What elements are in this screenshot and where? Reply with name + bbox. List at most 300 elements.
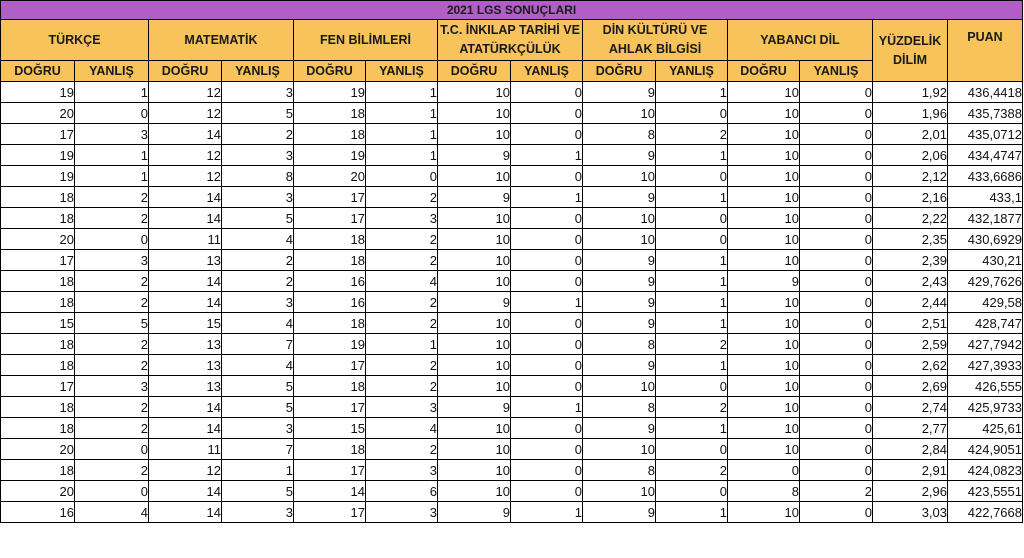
- table-cell: 1: [511, 397, 583, 418]
- table-cell: 10: [583, 376, 656, 397]
- table-row: [1, 460, 1023, 481]
- correct-header: DOĞRU: [583, 61, 656, 82]
- table-cell: 2: [656, 460, 728, 481]
- table-cell: 1: [656, 355, 728, 376]
- table-cell: 0: [511, 376, 583, 397]
- table-cell: 10: [438, 103, 511, 124]
- table-cell: 0: [511, 460, 583, 481]
- table-cell: 11: [149, 439, 222, 460]
- table-cell: 2: [366, 313, 438, 334]
- table-cell: 17: [294, 208, 366, 229]
- table-cell: 2,39: [873, 250, 948, 271]
- table-cell: 425,9733: [948, 397, 1023, 418]
- table-cell: 3: [222, 82, 294, 103]
- table-row: [1, 103, 1023, 124]
- table-cell: 434,4747: [948, 145, 1023, 166]
- table-cell: 10: [583, 439, 656, 460]
- table-cell: 10: [438, 481, 511, 502]
- table-cell: 2: [75, 292, 149, 313]
- table-cell: 0: [800, 460, 873, 481]
- table-cell: 10: [728, 166, 800, 187]
- wrong-header: YANLIŞ: [656, 61, 728, 82]
- table-cell: 10: [728, 187, 800, 208]
- table-cell: 18: [1, 418, 75, 439]
- table-cell: 10: [438, 355, 511, 376]
- table-cell: 427,3933: [948, 355, 1023, 376]
- table-cell: 10: [728, 397, 800, 418]
- correct-header: DOĞRU: [728, 61, 800, 82]
- table-cell: 10: [438, 334, 511, 355]
- table-cell: 2: [75, 187, 149, 208]
- table-cell: 17: [294, 502, 366, 523]
- table-cell: 433,1: [948, 187, 1023, 208]
- table-cell: 423,5551: [948, 481, 1023, 502]
- table-cell: 8: [583, 334, 656, 355]
- table-cell: 17: [1, 376, 75, 397]
- table-cell: 18: [1, 271, 75, 292]
- table-cell: 10: [728, 439, 800, 460]
- table-cell: 14: [149, 481, 222, 502]
- table-cell: 10: [583, 166, 656, 187]
- table-cell: 5: [222, 376, 294, 397]
- table-cell: 18: [1, 397, 75, 418]
- table-cell: 19: [294, 334, 366, 355]
- table-cell: 15: [294, 418, 366, 439]
- subject-header-math: MATEMATİK: [149, 20, 294, 61]
- table-cell: 17: [1, 250, 75, 271]
- subject-header-foreign-language: YABANCI DİL: [728, 20, 873, 61]
- table-cell: 3: [366, 502, 438, 523]
- table-cell: 0: [656, 439, 728, 460]
- table-cell: 429,7626: [948, 271, 1023, 292]
- table-cell: 1: [656, 187, 728, 208]
- table-row: [1, 376, 1023, 397]
- table-cell: 2,12: [873, 166, 948, 187]
- table-cell: 1: [511, 145, 583, 166]
- table-cell: 10: [583, 229, 656, 250]
- table-cell: 0: [511, 124, 583, 145]
- table-cell: 18: [1, 292, 75, 313]
- table-cell: 1: [75, 82, 149, 103]
- table-row: [1, 292, 1023, 313]
- table-cell: 9: [583, 355, 656, 376]
- table-cell: 2: [75, 397, 149, 418]
- table-cell: 12: [149, 460, 222, 481]
- table-row: [1, 313, 1023, 334]
- table-cell: 424,0823: [948, 460, 1023, 481]
- table-cell: 18: [294, 439, 366, 460]
- table-cell: 9: [583, 187, 656, 208]
- table-cell: 2,96: [873, 481, 948, 502]
- table-cell: 4: [222, 313, 294, 334]
- table-cell: 2,74: [873, 397, 948, 418]
- table-cell: 9: [583, 502, 656, 523]
- table-row: [1, 502, 1023, 523]
- table-cell: 424,9051: [948, 439, 1023, 460]
- table-cell: 0: [800, 208, 873, 229]
- table-cell: 0: [656, 376, 728, 397]
- table-cell: 16: [1, 502, 75, 523]
- table-cell: 426,555: [948, 376, 1023, 397]
- table-cell: 10: [438, 439, 511, 460]
- table-row: [1, 481, 1023, 502]
- table-cell: 0: [800, 292, 873, 313]
- table-cell: 3: [366, 460, 438, 481]
- table-cell: 3: [222, 187, 294, 208]
- table-cell: 18: [294, 313, 366, 334]
- table-cell: 9: [583, 250, 656, 271]
- table-cell: 18: [1, 334, 75, 355]
- score-header: PUAN: [948, 20, 1023, 82]
- table-cell: 430,6929: [948, 229, 1023, 250]
- table-cell: 4: [222, 229, 294, 250]
- table-cell: 1: [656, 313, 728, 334]
- table-cell: 4: [366, 271, 438, 292]
- table-cell: 4: [222, 355, 294, 376]
- table-cell: 0: [511, 208, 583, 229]
- table-cell: 10: [438, 313, 511, 334]
- table-cell: 0: [800, 103, 873, 124]
- table-cell: 0: [800, 187, 873, 208]
- table-cell: 0: [656, 229, 728, 250]
- table-cell: 15: [149, 313, 222, 334]
- table-cell: 17: [294, 397, 366, 418]
- table-cell: 2,62: [873, 355, 948, 376]
- results-body: [1, 82, 1023, 523]
- table-row: [1, 145, 1023, 166]
- table-cell: 19: [1, 166, 75, 187]
- table-cell: 2: [656, 397, 728, 418]
- table-cell: 18: [1, 187, 75, 208]
- table-cell: 2: [75, 334, 149, 355]
- table-cell: 7: [222, 334, 294, 355]
- table-row: [1, 439, 1023, 460]
- table-cell: 19: [294, 145, 366, 166]
- table-cell: 13: [149, 355, 222, 376]
- table-cell: 18: [1, 460, 75, 481]
- table-cell: 436,4418: [948, 82, 1023, 103]
- table-cell: 10: [728, 418, 800, 439]
- table-cell: 1: [656, 271, 728, 292]
- table-cell: 12: [149, 166, 222, 187]
- table-cell: 1: [366, 145, 438, 166]
- table-cell: 10: [728, 124, 800, 145]
- subject-header-history: T.C. İNKILAP TARİHİ VE ATATÜRKÇÜLÜK: [438, 20, 583, 61]
- table-cell: 3: [75, 250, 149, 271]
- table-cell: 20: [1, 103, 75, 124]
- wrong-header: YANLIŞ: [222, 61, 294, 82]
- table-cell: 5: [75, 313, 149, 334]
- table-cell: 14: [149, 208, 222, 229]
- table-cell: 4: [366, 418, 438, 439]
- table-cell: 1: [366, 124, 438, 145]
- table-cell: 10: [728, 103, 800, 124]
- table-cell: 19: [1, 82, 75, 103]
- table-row: [1, 229, 1023, 250]
- table-cell: 2,59: [873, 334, 948, 355]
- wrong-header: YANLIŞ: [800, 61, 873, 82]
- table-cell: 10: [728, 502, 800, 523]
- table-cell: 10: [728, 250, 800, 271]
- table-cell: 9: [438, 502, 511, 523]
- table-cell: 15: [1, 313, 75, 334]
- table-cell: 20: [1, 439, 75, 460]
- table-cell: 0: [75, 481, 149, 502]
- table-cell: 0: [800, 229, 873, 250]
- table-cell: 0: [656, 103, 728, 124]
- table-cell: 427,7942: [948, 334, 1023, 355]
- table-cell: 14: [149, 271, 222, 292]
- table-row: [1, 82, 1023, 103]
- table-cell: 3: [75, 124, 149, 145]
- table-cell: 0: [511, 481, 583, 502]
- table-cell: 0: [800, 313, 873, 334]
- table-cell: 10: [728, 229, 800, 250]
- table-cell: 0: [800, 418, 873, 439]
- table-cell: 10: [728, 355, 800, 376]
- table-cell: 2: [366, 292, 438, 313]
- table-cell: 14: [149, 292, 222, 313]
- table-cell: 9: [583, 292, 656, 313]
- table-cell: 1: [511, 502, 583, 523]
- table-cell: 12: [149, 145, 222, 166]
- table-cell: 1: [656, 250, 728, 271]
- correct-header: DOĞRU: [149, 61, 222, 82]
- table-cell: 1: [366, 334, 438, 355]
- table-cell: 435,7388: [948, 103, 1023, 124]
- table-cell: 7: [222, 439, 294, 460]
- table-cell: 5: [222, 481, 294, 502]
- table-cell: 10: [438, 229, 511, 250]
- table-cell: 19: [294, 82, 366, 103]
- table-cell: 10: [438, 166, 511, 187]
- table-cell: 1: [656, 502, 728, 523]
- table-row: [1, 208, 1023, 229]
- table-cell: 12: [149, 82, 222, 103]
- table-cell: 2,69: [873, 376, 948, 397]
- subject-header-turkish: TÜRKÇE: [1, 20, 149, 61]
- table-cell: 18: [294, 250, 366, 271]
- table-cell: 2: [75, 355, 149, 376]
- table-cell: 10: [728, 376, 800, 397]
- table-cell: 0: [800, 502, 873, 523]
- table-cell: 0: [511, 271, 583, 292]
- table-row: [1, 124, 1023, 145]
- table-cell: 8: [222, 166, 294, 187]
- table-cell: 0: [511, 103, 583, 124]
- table-cell: 6: [366, 481, 438, 502]
- table-cell: 19: [1, 145, 75, 166]
- table-row: [1, 250, 1023, 271]
- table-cell: 1: [75, 166, 149, 187]
- table-cell: 2,01: [873, 124, 948, 145]
- table-cell: 18: [1, 208, 75, 229]
- table-cell: 14: [149, 124, 222, 145]
- table-cell: 8: [728, 481, 800, 502]
- table-cell: 1: [511, 292, 583, 313]
- table-cell: 1,92: [873, 82, 948, 103]
- table-cell: 9: [438, 397, 511, 418]
- subject-header-science: FEN BİLİMLERİ: [294, 20, 438, 61]
- table-cell: 0: [800, 82, 873, 103]
- table-cell: 2,06: [873, 145, 948, 166]
- table-cell: 2: [366, 187, 438, 208]
- table-cell: 435,0712: [948, 124, 1023, 145]
- table-cell: 0: [511, 166, 583, 187]
- table-cell: 5: [222, 103, 294, 124]
- table-cell: 2: [800, 481, 873, 502]
- table-row: [1, 418, 1023, 439]
- table-cell: 3,03: [873, 502, 948, 523]
- table-cell: 18: [294, 103, 366, 124]
- table-cell: 11: [149, 229, 222, 250]
- table-cell: 2,51: [873, 313, 948, 334]
- table-cell: 10: [438, 208, 511, 229]
- table-cell: 0: [728, 460, 800, 481]
- table-cell: 10: [438, 82, 511, 103]
- table-cell: 10: [728, 145, 800, 166]
- table-cell: 9: [438, 292, 511, 313]
- table-cell: 4: [75, 502, 149, 523]
- table-cell: 3: [366, 397, 438, 418]
- table-cell: 422,7668: [948, 502, 1023, 523]
- table-cell: 17: [294, 355, 366, 376]
- table-cell: 20: [294, 166, 366, 187]
- table-cell: 3: [222, 418, 294, 439]
- table-cell: 9: [583, 313, 656, 334]
- table-cell: 3: [75, 376, 149, 397]
- table-cell: 1: [366, 103, 438, 124]
- table-cell: 2,16: [873, 187, 948, 208]
- table-cell: 13: [149, 250, 222, 271]
- table-cell: 9: [583, 82, 656, 103]
- table-cell: 1: [656, 292, 728, 313]
- table-cell: 9: [438, 187, 511, 208]
- table-cell: 10: [728, 292, 800, 313]
- table-cell: 0: [656, 481, 728, 502]
- table-cell: 0: [800, 145, 873, 166]
- table-cell: 1: [511, 187, 583, 208]
- table-cell: 2,84: [873, 439, 948, 460]
- table-cell: 0: [800, 355, 873, 376]
- table-cell: 2,44: [873, 292, 948, 313]
- table-cell: 10: [583, 208, 656, 229]
- table-cell: 10: [728, 208, 800, 229]
- table-cell: 10: [438, 460, 511, 481]
- table-cell: 2: [75, 271, 149, 292]
- table-cell: 14: [149, 502, 222, 523]
- table-row: [1, 166, 1023, 187]
- table-cell: 425,61: [948, 418, 1023, 439]
- table-cell: 17: [294, 460, 366, 481]
- table-row: [1, 397, 1023, 418]
- table-cell: 14: [149, 418, 222, 439]
- table-cell: 5: [222, 208, 294, 229]
- table-cell: 18: [294, 229, 366, 250]
- table-cell: 0: [800, 271, 873, 292]
- table-cell: 0: [656, 208, 728, 229]
- table-cell: 9: [728, 271, 800, 292]
- table-cell: 17: [1, 124, 75, 145]
- table-cell: 2: [366, 376, 438, 397]
- table-cell: 3: [366, 208, 438, 229]
- table-cell: 433,6686: [948, 166, 1023, 187]
- percentile-header: YÜZDELİK DİLİM: [873, 20, 948, 82]
- table-cell: 8: [583, 460, 656, 481]
- table-cell: 16: [294, 292, 366, 313]
- table-cell: 9: [583, 145, 656, 166]
- table-cell: 9: [583, 271, 656, 292]
- table-cell: 432,1877: [948, 208, 1023, 229]
- table-cell: 8: [583, 124, 656, 145]
- table-cell: 2: [366, 250, 438, 271]
- table-cell: 2: [656, 334, 728, 355]
- table-row: [1, 187, 1023, 208]
- table-cell: 18: [294, 376, 366, 397]
- table-cell: 9: [438, 145, 511, 166]
- table-cell: 2: [75, 460, 149, 481]
- table-cell: 2,91: [873, 460, 948, 481]
- table-cell: 1: [366, 82, 438, 103]
- table-cell: 2: [75, 418, 149, 439]
- table-row: [1, 355, 1023, 376]
- table-cell: 0: [511, 439, 583, 460]
- table-cell: 3: [222, 145, 294, 166]
- table-cell: 3: [222, 502, 294, 523]
- table-cell: 429,58: [948, 292, 1023, 313]
- table-cell: 10: [583, 103, 656, 124]
- wrong-header: YANLIŞ: [511, 61, 583, 82]
- table-cell: 1,96: [873, 103, 948, 124]
- table-cell: 0: [511, 250, 583, 271]
- table-cell: 16: [294, 271, 366, 292]
- table-cell: 10: [438, 250, 511, 271]
- table-cell: 0: [800, 124, 873, 145]
- table-cell: 0: [511, 82, 583, 103]
- table-cell: 14: [149, 187, 222, 208]
- table-cell: 0: [800, 166, 873, 187]
- table-cell: 5: [222, 397, 294, 418]
- table-cell: 1: [75, 145, 149, 166]
- table-row: [1, 334, 1023, 355]
- table-cell: 2: [366, 229, 438, 250]
- table-cell: 10: [438, 376, 511, 397]
- table-cell: 0: [800, 397, 873, 418]
- table-cell: 1: [656, 82, 728, 103]
- table-cell: 14: [294, 481, 366, 502]
- table-cell: 0: [800, 439, 873, 460]
- table-cell: 0: [800, 376, 873, 397]
- subject-header-religion: DİN KÜLTÜRÜ VE AHLAK BİLGİSİ: [583, 20, 728, 61]
- table-cell: 20: [1, 481, 75, 502]
- table-cell: 0: [366, 166, 438, 187]
- table-cell: 2: [75, 208, 149, 229]
- table-cell: 0: [800, 250, 873, 271]
- table-cell: 2,77: [873, 418, 948, 439]
- table-cell: 10: [438, 418, 511, 439]
- table-cell: 13: [149, 376, 222, 397]
- table-cell: 13: [149, 334, 222, 355]
- table-cell: 18: [294, 124, 366, 145]
- table-cell: 10: [728, 334, 800, 355]
- table-cell: 10: [438, 271, 511, 292]
- table-cell: 0: [511, 418, 583, 439]
- table-cell: 0: [511, 229, 583, 250]
- table-cell: 1: [656, 418, 728, 439]
- table-cell: 2: [222, 271, 294, 292]
- table-cell: 3: [222, 292, 294, 313]
- table-cell: 12: [149, 103, 222, 124]
